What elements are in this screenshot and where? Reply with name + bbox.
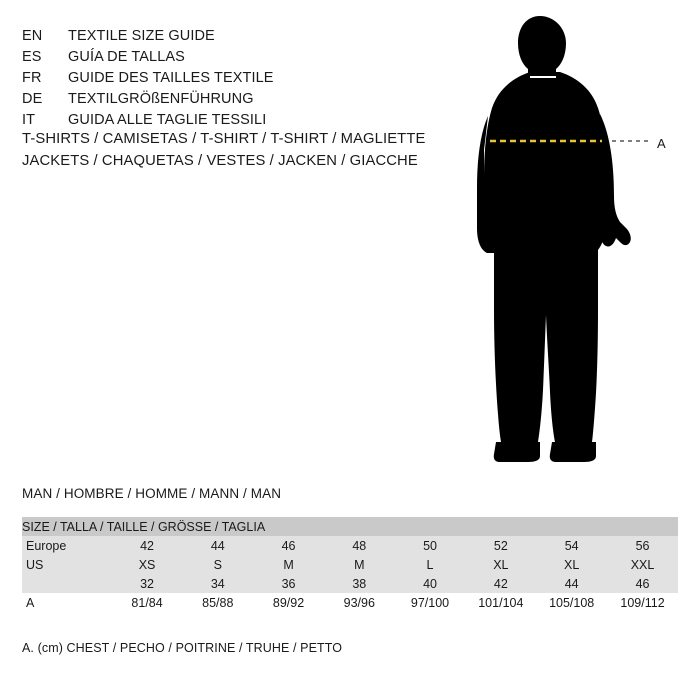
- cell-europe-1: 44: [182, 536, 253, 555]
- silhouette-icon: [460, 10, 690, 470]
- language-header-block: [22, 26, 452, 131]
- table-row: [22, 593, 678, 612]
- cell-usnum-2: 36: [253, 574, 324, 593]
- language-code-es: ES: [22, 49, 42, 65]
- cell-a-1: 85/88: [182, 593, 253, 612]
- measure-marker-label: A: [657, 136, 666, 151]
- language-code-it: IT: [22, 112, 36, 128]
- cell-usnum-5: 42: [465, 574, 536, 593]
- cell-us-7: XXL: [607, 555, 678, 574]
- cell-a-5: 101/104: [465, 593, 536, 612]
- cell-a-6: 105/108: [536, 593, 607, 612]
- cell-us-3: M: [324, 555, 395, 574]
- table-group-label: MAN / HOMBRE / HOMME / MANN / MAN: [22, 486, 282, 501]
- category-block: [22, 128, 492, 172]
- language-row-en: [22, 26, 452, 47]
- row-label-us: US: [22, 555, 112, 574]
- language-row-de: [22, 89, 452, 110]
- cell-usnum-6: 44: [536, 574, 607, 593]
- table-header-label: SIZE / TALLA / TAILLE / GRÖSSE / TAGLIA: [22, 517, 678, 536]
- category-line-tshirts: T-SHIRTS / CAMISETAS / T-SHIRT / T-SHIRT / MAGLIETTE: [22, 131, 426, 147]
- language-text-fr: GUIDE DES TAILLES TEXTILE: [68, 70, 274, 86]
- language-text-de: TEXTILGRÖßENFÜHRUNG: [68, 91, 254, 107]
- table-row: [22, 574, 678, 593]
- language-code-fr: FR: [22, 70, 42, 86]
- cell-usnum-7: 46: [607, 574, 678, 593]
- cell-europe-7: 56: [607, 536, 678, 555]
- cell-europe-3: 48: [324, 536, 395, 555]
- cell-europe-0: 42: [112, 536, 183, 555]
- male-silhouette-figure: [460, 10, 690, 470]
- cell-europe-5: 52: [465, 536, 536, 555]
- cell-a-7: 109/112: [607, 593, 678, 612]
- cell-a-0: 81/84: [112, 593, 183, 612]
- cell-europe-6: 54: [536, 536, 607, 555]
- cell-us-0: XS: [112, 555, 183, 574]
- language-row-fr: [22, 68, 452, 89]
- row-label-europe: Europe: [22, 536, 112, 555]
- cell-europe-2: 46: [253, 536, 324, 555]
- cell-usnum-3: 38: [324, 574, 395, 593]
- table-row: [22, 555, 678, 574]
- cell-usnum-0: 32: [112, 574, 183, 593]
- language-text-es: GUÍA DE TALLAS: [68, 49, 185, 65]
- language-text-en: TEXTILE SIZE GUIDE: [68, 28, 215, 44]
- cell-us-2: M: [253, 555, 324, 574]
- row-label-a: A: [22, 593, 112, 612]
- cell-europe-4: 50: [395, 536, 466, 555]
- cell-us-4: L: [395, 555, 466, 574]
- table-footnote: A. (cm) CHEST / PECHO / POITRINE / TRUHE / PETTO: [22, 641, 343, 655]
- language-code-en: EN: [22, 28, 43, 44]
- language-text-it: GUIDA ALLE TAGLIE TESSILI: [68, 112, 267, 128]
- cell-us-1: S: [182, 555, 253, 574]
- language-row-es: [22, 47, 452, 68]
- cell-usnum-4: 40: [395, 574, 466, 593]
- cell-a-4: 97/100: [395, 593, 466, 612]
- size-table-wrapper: [22, 517, 678, 612]
- table-header-row: [22, 517, 678, 536]
- row-label-us-numeric: [22, 574, 112, 593]
- cell-usnum-1: 34: [182, 574, 253, 593]
- table-row: [22, 536, 678, 555]
- cell-a-3: 93/96: [324, 593, 395, 612]
- language-code-de: DE: [22, 91, 43, 107]
- category-line-jackets: JACKETS / CHAQUETAS / VESTES / JACKEN / GIACCHE: [22, 153, 418, 169]
- cell-a-2: 89/92: [253, 593, 324, 612]
- cell-us-6: XL: [536, 555, 607, 574]
- size-table: [22, 517, 678, 612]
- cell-us-5: XL: [465, 555, 536, 574]
